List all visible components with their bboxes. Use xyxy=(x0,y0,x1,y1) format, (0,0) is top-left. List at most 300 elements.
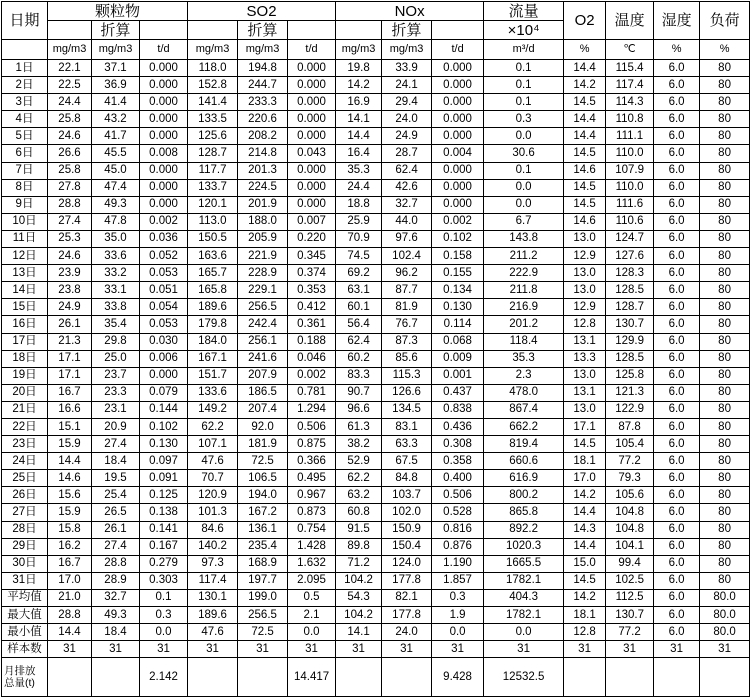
table-cell: 0.000 xyxy=(288,162,336,179)
table-cell: 62.4 xyxy=(336,333,382,350)
table-cell: 0.816 xyxy=(432,521,484,538)
table-cell: 0.000 xyxy=(140,60,188,77)
header-temp: 温度 xyxy=(606,2,654,40)
table-cell: 0.875 xyxy=(288,436,336,453)
table-cell: 0.345 xyxy=(288,248,336,265)
table-cell: 102.5 xyxy=(606,572,654,589)
table-cell: 0.114 xyxy=(432,316,484,333)
stat-row xyxy=(2,641,750,658)
table-row xyxy=(2,282,750,299)
table-cell: 77.2 xyxy=(606,453,654,470)
table-cell: 14.2 xyxy=(564,487,606,504)
table-cell: 76.7 xyxy=(382,316,432,333)
table-cell: 0.097 xyxy=(140,453,188,470)
table-cell: 16.4 xyxy=(336,145,382,162)
table-cell: 0.043 xyxy=(288,145,336,162)
unit-pct: % xyxy=(700,40,750,60)
table-cell: 14.6 xyxy=(564,162,606,179)
table-cell: 1.294 xyxy=(288,401,336,418)
table-cell: 0.134 xyxy=(432,282,484,299)
table-cell: 800.2 xyxy=(484,487,564,504)
table-cell: 31 xyxy=(700,641,750,658)
total-cell xyxy=(238,658,288,697)
table-cell: 52.9 xyxy=(336,453,382,470)
table-row xyxy=(2,555,750,572)
table-cell: 130.7 xyxy=(606,607,654,624)
table-cell: 14.4 xyxy=(564,538,606,555)
table-cell: 33.8 xyxy=(92,299,140,316)
table-row-label: 26日 xyxy=(2,487,48,504)
table-cell: 24.0 xyxy=(382,111,432,128)
table-cell: 0.1 xyxy=(484,162,564,179)
table-cell: 54.3 xyxy=(336,589,382,606)
table-cell: 0.279 xyxy=(140,555,188,572)
total-row xyxy=(2,658,750,697)
table-cell: 0.000 xyxy=(288,77,336,94)
table-cell: 47.6 xyxy=(188,453,238,470)
table-cell: 0.079 xyxy=(140,384,188,401)
table-cell: 71.2 xyxy=(336,555,382,572)
table-cell: 62.2 xyxy=(188,418,238,435)
stat-row-label: 最小值 xyxy=(2,624,48,641)
table-cell: 188.0 xyxy=(238,213,288,230)
table-cell: 181.9 xyxy=(238,436,288,453)
table-cell: 80 xyxy=(700,196,750,213)
table-row-label: 3日 xyxy=(2,94,48,111)
table-cell: 13.0 xyxy=(564,367,606,384)
table-cell: 35.0 xyxy=(92,230,140,247)
table-cell: 18.4 xyxy=(92,624,140,641)
table-cell: 17.0 xyxy=(48,572,92,589)
total-particulate-td: 2.142 xyxy=(140,658,188,697)
table-cell: 179.8 xyxy=(188,316,238,333)
table-cell: 105.6 xyxy=(606,487,654,504)
table-cell: 15.9 xyxy=(48,436,92,453)
table-cell: 80.0 xyxy=(700,607,750,624)
table-row xyxy=(2,401,750,418)
table-cell: 23.9 xyxy=(48,265,92,282)
table-cell: 31 xyxy=(432,641,484,658)
table-cell: 80 xyxy=(700,111,750,128)
table-cell: 26.5 xyxy=(92,504,140,521)
table-cell: 0.838 xyxy=(432,401,484,418)
table-cell: 15.9 xyxy=(48,504,92,521)
table-cell: 60.1 xyxy=(336,299,382,316)
table-cell: 6.0 xyxy=(654,230,700,247)
table-cell: 80 xyxy=(700,230,750,247)
table-cell: 0.528 xyxy=(432,504,484,521)
table-cell: 24.1 xyxy=(382,77,432,94)
table-cell: 14.5 xyxy=(564,572,606,589)
table-cell: 256.1 xyxy=(238,333,288,350)
table-row xyxy=(2,196,750,213)
table-cell: 819.4 xyxy=(484,436,564,453)
table-cell: 12.8 xyxy=(564,316,606,333)
table-cell: 199.0 xyxy=(238,589,288,606)
table-cell: 0.000 xyxy=(288,196,336,213)
table-cell: 24.6 xyxy=(48,128,92,145)
table-cell: 16.9 xyxy=(336,94,382,111)
table-cell: 208.2 xyxy=(238,128,288,145)
table-cell: 80 xyxy=(700,521,750,538)
total-flow: 12532.5 xyxy=(484,658,564,697)
table-cell: 31 xyxy=(564,641,606,658)
table-cell: 22.1 xyxy=(48,60,92,77)
table-cell: 14.4 xyxy=(564,128,606,145)
unit-pct: % xyxy=(654,40,700,60)
table-cell: 6.0 xyxy=(654,162,700,179)
table-row-label: 23日 xyxy=(2,436,48,453)
table-cell: 150.4 xyxy=(382,538,432,555)
table-cell: 0.374 xyxy=(288,265,336,282)
header-so2: SO2 xyxy=(188,2,336,21)
table-cell: 216.9 xyxy=(484,299,564,316)
table-cell: 28.8 xyxy=(48,196,92,213)
table-cell: 31 xyxy=(336,641,382,658)
table-cell: 80 xyxy=(700,572,750,589)
table-cell: 115.4 xyxy=(606,60,654,77)
table-cell: 17.1 xyxy=(48,350,92,367)
total-cell xyxy=(48,658,92,697)
table-cell: 133.5 xyxy=(188,111,238,128)
table-row xyxy=(2,436,750,453)
table-cell: 0.220 xyxy=(288,230,336,247)
table-cell: 12.9 xyxy=(564,248,606,265)
table-cell: 26.6 xyxy=(48,145,92,162)
table-cell: 0.002 xyxy=(288,367,336,384)
table-cell: 235.4 xyxy=(238,538,288,555)
table-cell: 1.428 xyxy=(288,538,336,555)
table-cell: 15.6 xyxy=(48,487,92,504)
table-cell: 99.4 xyxy=(606,555,654,572)
table-cell: 31 xyxy=(188,641,238,658)
table-row-label: 13日 xyxy=(2,265,48,282)
table-cell: 141.4 xyxy=(188,94,238,111)
table-cell: 0.412 xyxy=(288,299,336,316)
table-cell: 12.9 xyxy=(564,299,606,316)
table-cell: 0.5 xyxy=(288,589,336,606)
table-cell: 56.4 xyxy=(336,316,382,333)
table-cell: 41.7 xyxy=(92,128,140,145)
unit-degc: ℃ xyxy=(606,40,654,60)
table-cell: 85.6 xyxy=(382,350,432,367)
total-cell xyxy=(700,658,750,697)
table-cell: 13.0 xyxy=(564,230,606,247)
table-cell: 14.2 xyxy=(564,77,606,94)
table-cell: 6.0 xyxy=(654,589,700,606)
table-row-label: 28日 xyxy=(2,521,48,538)
table-cell: 31 xyxy=(48,641,92,658)
total-cell xyxy=(382,658,432,697)
table-cell: 14.6 xyxy=(564,213,606,230)
table-cell: 211.2 xyxy=(484,248,564,265)
table-cell: 80 xyxy=(700,555,750,572)
table-cell: 0.008 xyxy=(140,145,188,162)
table-cell: 80 xyxy=(700,436,750,453)
table-cell: 13.0 xyxy=(564,282,606,299)
table-cell: 80 xyxy=(700,453,750,470)
table-cell: 33.6 xyxy=(92,248,140,265)
table-row-label: 27日 xyxy=(2,504,48,521)
table-cell: 0.004 xyxy=(432,145,484,162)
table-row-label: 22日 xyxy=(2,418,48,435)
table-cell: 92.0 xyxy=(238,418,288,435)
table-cell: 201.9 xyxy=(238,196,288,213)
table-cell: 0.000 xyxy=(432,60,484,77)
table-cell: 14.5 xyxy=(564,179,606,196)
table-cell: 14.5 xyxy=(564,145,606,162)
table-cell: 244.7 xyxy=(238,77,288,94)
table-cell: 24.9 xyxy=(382,128,432,145)
table-cell: 80 xyxy=(700,538,750,555)
table-cell: 80 xyxy=(700,299,750,316)
total-cell xyxy=(92,658,140,697)
table-cell: 63.1 xyxy=(336,282,382,299)
table-cell: 129.9 xyxy=(606,333,654,350)
table-cell: 80 xyxy=(700,145,750,162)
table-cell: 128.3 xyxy=(606,265,654,282)
unit-mgm3: mg/m3 xyxy=(336,40,382,60)
table-cell: 6.0 xyxy=(654,572,700,589)
table-row-label: 18日 xyxy=(2,350,48,367)
header-humidity: 湿度 xyxy=(654,2,700,40)
table-row-label: 21日 xyxy=(2,401,48,418)
table-cell: 233.3 xyxy=(238,94,288,111)
table-cell: 165.8 xyxy=(188,282,238,299)
table-cell: 1.857 xyxy=(432,572,484,589)
table-cell: 111.6 xyxy=(606,196,654,213)
table-cell: 14.5 xyxy=(564,436,606,453)
table-cell: 33.9 xyxy=(382,60,432,77)
table-cell: 13.0 xyxy=(564,265,606,282)
table-cell: 31 xyxy=(654,641,700,658)
table-cell: 14.4 xyxy=(564,111,606,128)
table-cell: 43.2 xyxy=(92,111,140,128)
table-row-label: 12日 xyxy=(2,248,48,265)
table-cell: 80 xyxy=(700,213,750,230)
table-cell: 140.2 xyxy=(188,538,238,555)
table-cell: 184.0 xyxy=(188,333,238,350)
table-cell: 87.3 xyxy=(382,333,432,350)
table-cell: 60.2 xyxy=(336,350,382,367)
table-cell: 0.000 xyxy=(140,77,188,94)
table-row-label: 29日 xyxy=(2,538,48,555)
table-cell: 0.155 xyxy=(432,265,484,282)
table-row xyxy=(2,145,750,162)
table-cell: 107.9 xyxy=(606,162,654,179)
table-cell: 14.4 xyxy=(48,453,92,470)
table-cell: 80 xyxy=(700,179,750,196)
emissions-table xyxy=(1,1,750,697)
table-cell: 0.000 xyxy=(140,196,188,213)
table-cell: 207.9 xyxy=(238,367,288,384)
table-row xyxy=(2,367,750,384)
table-cell: 189.6 xyxy=(188,299,238,316)
table-cell: 29.4 xyxy=(382,94,432,111)
table-row-label: 9日 xyxy=(2,196,48,213)
table-cell: 18.1 xyxy=(564,607,606,624)
table-cell: 122.9 xyxy=(606,401,654,418)
table-cell: 0.754 xyxy=(288,521,336,538)
table-cell: 87.7 xyxy=(382,282,432,299)
total-cell xyxy=(654,658,700,697)
table-cell: 47.8 xyxy=(92,213,140,230)
table-cell: 18.8 xyxy=(336,196,382,213)
table-cell: 256.5 xyxy=(238,607,288,624)
table-cell: 0.366 xyxy=(288,453,336,470)
stat-row-label: 样本数 xyxy=(2,641,48,658)
table-cell: 113.0 xyxy=(188,213,238,230)
table-cell: 6.0 xyxy=(654,487,700,504)
table-cell: 6.7 xyxy=(484,213,564,230)
table-cell: 149.2 xyxy=(188,401,238,418)
table-cell: 117.7 xyxy=(188,162,238,179)
table-cell: 6.0 xyxy=(654,504,700,521)
unit-mgm3: mg/m3 xyxy=(92,40,140,60)
table-cell: 80 xyxy=(700,316,750,333)
table-cell: 0.009 xyxy=(432,350,484,367)
table-cell: 21.3 xyxy=(48,333,92,350)
table-cell: 118.4 xyxy=(484,333,564,350)
table-cell: 0.000 xyxy=(140,111,188,128)
table-cell: 0.000 xyxy=(140,94,188,111)
table-cell: 42.6 xyxy=(382,179,432,196)
table-cell: 24.4 xyxy=(336,179,382,196)
table-cell: 6.0 xyxy=(654,316,700,333)
table-cell: 0.053 xyxy=(140,265,188,282)
table-cell: 6.0 xyxy=(654,265,700,282)
table-cell: 17.1 xyxy=(48,367,92,384)
table-cell: 0.000 xyxy=(432,196,484,213)
table-cell: 14.3 xyxy=(564,521,606,538)
table-cell: 110.6 xyxy=(606,213,654,230)
table-cell: 143.8 xyxy=(484,230,564,247)
table-cell: 80.0 xyxy=(700,624,750,641)
table-cell: 118.0 xyxy=(188,60,238,77)
table-cell: 662.2 xyxy=(484,418,564,435)
unit-flow: m³/d xyxy=(484,40,564,60)
table-row-label: 1日 xyxy=(2,60,48,77)
unit-pct: % xyxy=(564,40,606,60)
total-cell xyxy=(606,658,654,697)
table-cell: 2.3 xyxy=(484,367,564,384)
table-cell: 83.1 xyxy=(382,418,432,435)
table-cell: 0.051 xyxy=(140,282,188,299)
table-cell: 96.6 xyxy=(336,401,382,418)
header-converted: 折算 xyxy=(238,21,288,40)
table-cell: 87.8 xyxy=(606,418,654,435)
table-cell: 0.000 xyxy=(140,162,188,179)
table-cell: 102.0 xyxy=(382,504,432,521)
table-cell: 31 xyxy=(484,641,564,658)
table-cell: 0.3 xyxy=(140,607,188,624)
table-cell: 163.6 xyxy=(188,248,238,265)
header-converted: 折算 xyxy=(92,21,140,40)
table-cell: 41.4 xyxy=(92,94,140,111)
table-cell: 49.3 xyxy=(92,196,140,213)
total-label-line1: 月排放 xyxy=(4,665,36,678)
table-cell: 194.8 xyxy=(238,60,288,77)
table-row-label: 24日 xyxy=(2,453,48,470)
table-cell: 242.4 xyxy=(238,316,288,333)
table-row-label: 17日 xyxy=(2,333,48,350)
header-blank xyxy=(288,21,336,40)
table-row xyxy=(2,128,750,145)
table-row xyxy=(2,299,750,316)
table-cell: 0.002 xyxy=(432,213,484,230)
table-row xyxy=(2,248,750,265)
table-cell: 28.8 xyxy=(92,555,140,572)
table-cell: 47.6 xyxy=(188,624,238,641)
table-cell: 136.1 xyxy=(238,521,288,538)
table-cell: 0.1 xyxy=(484,77,564,94)
table-cell: 0.873 xyxy=(288,504,336,521)
header-load: 负荷 xyxy=(700,2,750,40)
table-cell: 32.7 xyxy=(382,196,432,213)
table-cell: 0.0 xyxy=(484,128,564,145)
table-cell: 25.4 xyxy=(92,487,140,504)
table-cell: 103.7 xyxy=(382,487,432,504)
table-cell: 110.8 xyxy=(606,111,654,128)
table-cell: 0.144 xyxy=(140,401,188,418)
table-cell: 0.053 xyxy=(140,316,188,333)
table-cell: 130.1 xyxy=(188,589,238,606)
table-cell: 74.5 xyxy=(336,248,382,265)
table-cell: 120.9 xyxy=(188,487,238,504)
table-cell: 0.495 xyxy=(288,470,336,487)
table-row xyxy=(2,316,750,333)
table-cell: 37.1 xyxy=(92,60,140,77)
table-cell: 18.1 xyxy=(564,453,606,470)
table-row xyxy=(2,521,750,538)
table-cell: 0.091 xyxy=(140,470,188,487)
table-cell: 0.030 xyxy=(140,333,188,350)
table-cell: 45.0 xyxy=(92,162,140,179)
table-cell: 0.068 xyxy=(432,333,484,350)
table-cell: 80 xyxy=(700,350,750,367)
table-cell: 15.1 xyxy=(48,418,92,435)
table-cell: 120.1 xyxy=(188,196,238,213)
table-cell: 20.9 xyxy=(92,418,140,435)
table-cell: 72.5 xyxy=(238,453,288,470)
table-cell: 6.0 xyxy=(654,538,700,555)
header-blank xyxy=(336,21,382,40)
table-cell: 0.167 xyxy=(140,538,188,555)
table-cell: 14.1 xyxy=(336,111,382,128)
table-cell: 107.1 xyxy=(188,436,238,453)
table-cell: 0.303 xyxy=(140,572,188,589)
table-cell: 69.2 xyxy=(336,265,382,282)
table-cell: 80 xyxy=(700,418,750,435)
table-row-label: 10日 xyxy=(2,213,48,230)
table-cell: 80 xyxy=(700,333,750,350)
table-cell: 28.8 xyxy=(48,607,92,624)
table-row xyxy=(2,213,750,230)
table-cell: 133.6 xyxy=(188,384,238,401)
table-cell: 0.0 xyxy=(484,179,564,196)
table-cell: 6.0 xyxy=(654,60,700,77)
table-cell: 0.130 xyxy=(140,436,188,453)
table-cell: 80 xyxy=(700,401,750,418)
table-cell: 0.125 xyxy=(140,487,188,504)
table-cell: 6.0 xyxy=(654,607,700,624)
table-cell: 24.4 xyxy=(48,94,92,111)
table-cell: 80 xyxy=(700,504,750,521)
header-blank xyxy=(188,21,238,40)
table-cell: 0.506 xyxy=(432,487,484,504)
table-cell: 0.000 xyxy=(140,367,188,384)
table-cell: 1.9 xyxy=(432,607,484,624)
